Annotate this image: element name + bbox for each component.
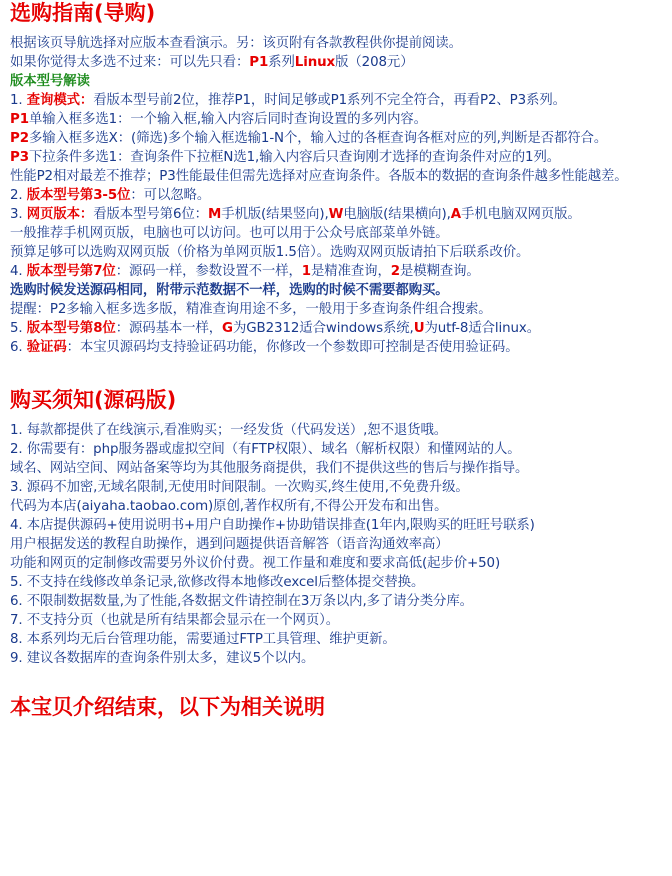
item-4-b: 是精准查询， — [311, 264, 391, 279]
intro-p1: P1 — [249, 55, 269, 70]
item-6-num: 6. — [10, 340, 23, 355]
tip-line: 提醒：P2多输入框多选多版，精准查询用途不多，一般用于多查询条件组合搜索。 — [10, 302, 492, 317]
section-title-end: 本宝贝介绍结束，以下为相关说明 — [10, 695, 325, 719]
purchase-line: 用户根据发送的教程自助操作，遇到问题提供语音解答（语音沟通效率高） — [10, 537, 449, 552]
item-4-2: 2 — [390, 264, 400, 279]
p3-text: 下拉条件多选1：查询条件下拉框N选1,输入内容后只查询刚才选择的查询条件对应的1列。 — [28, 150, 561, 165]
item-2 — [10, 186, 662, 205]
item-4-a: ：源码一样，参数设置不一样， — [115, 264, 302, 279]
item-3 — [10, 205, 662, 224]
item-3-w: W — [328, 207, 344, 222]
purchase-line: 代码为本店(aiyaha.taobao.com)原创,著作权所有,不得公开发布和出售。 — [10, 499, 448, 514]
item-1-key: 查询模式： — [26, 93, 94, 108]
item-3-b: 手机版(结果竖向), — [221, 207, 329, 222]
purchase-line: 1. 每款都提供了在线演示,看准购买；一经发货（代码发送）,恕不退货哦。 — [10, 423, 448, 438]
purchase-line: 6. 不限制数据数量,为了性能,各数据文件请控制在3万条以内,多了请分类分库。 — [10, 594, 473, 609]
item-3-aa: A — [450, 207, 462, 222]
purchase-line: 7. 不支持分页（也就是所有结果都会显示在一个网页）。 — [10, 613, 340, 628]
intro-text-a: 如果你觉得太多选不过来：可以先只看： — [10, 55, 250, 70]
item-2-num: 2. — [10, 188, 23, 203]
item-5-b: 为GB2312适合windows系统, — [232, 321, 414, 336]
p2-key: P2 — [10, 131, 29, 146]
item-3-key: 网页版本： — [26, 207, 94, 222]
item-6-key: 验证码 — [26, 340, 67, 355]
intro-text-b: 系列 — [268, 55, 295, 70]
section-title-purchase: 购买须知(源码版) — [10, 388, 177, 412]
item-1-num: 1. — [10, 93, 23, 108]
p1-text: 单输入框多选1：一个输入框,输入内容后同时查询设置的多列内容。 — [28, 112, 427, 127]
intro-line-1: 根据该页导航选择对应版本查看演示。另：该页附有各款教程供你提前阅读。 — [10, 36, 462, 51]
item-3-d: 手机电脑双网页版。 — [461, 207, 581, 222]
item-3-a: 看版本型号第6位： — [93, 207, 208, 222]
intro-linux: Linux — [294, 55, 336, 70]
intro-line-2 — [10, 53, 662, 72]
intro-text-c: 版（208元） — [335, 55, 414, 70]
warn-line: 选购时候发送源码相同，附带示范数据不一样，选购的时候不需要都购买。 — [10, 283, 449, 298]
purchase-line: 域名、网站空间、网站备案等均为其他服务商提供，我们不提供这些的售后与操作指导。 — [10, 461, 529, 476]
section-title-guide: 选购指南(导购) — [10, 1, 156, 25]
purchase-line: 4. 本店提供源码+使用说明书+用户自助操作+协助错误排查(1年内,限购买的旺旺号联系) — [10, 518, 535, 533]
item-5-a: ：源码基本一样， — [115, 321, 223, 336]
item-3-num: 3. — [10, 207, 23, 222]
p3-key: P3 — [10, 150, 29, 165]
p1-line — [10, 110, 662, 129]
item-3-m: M — [207, 207, 222, 222]
item-4-num: 4. — [10, 264, 23, 279]
item-2-key: 版本型号第3-5位 — [26, 188, 131, 203]
item-1 — [10, 91, 662, 110]
item-5-key: 版本型号第8位 — [26, 321, 116, 336]
p2-text: 多输入框多选X：(筛选)多个输入框选输1-N个，输入过的各框查询各框对应的列,判断是否都符合。 — [28, 131, 608, 146]
item-5-u: U — [413, 321, 425, 336]
item-5-g: G — [222, 321, 233, 336]
purchase-line: 8. 本系列均无后台管理功能，需要通过FTP工具管理、维护更新。 — [10, 632, 396, 647]
item-4-key: 版本型号第7位 — [26, 264, 116, 279]
purchase-list — [10, 421, 662, 668]
purchase-line: 功能和网页的定制修改需要另外议价付费。视工作量和难度和要求高低(起步价+50) — [10, 556, 501, 571]
purchase-line: 5. 不支持在线修改单条记录,欲修改得本地修改excel后整体提交替换。 — [10, 575, 425, 590]
p1-key: P1 — [10, 112, 29, 127]
item-1-text: 看版本型号前2位，推荐P1，时间足够或P1系列不完全符合，再看P2、P3系列。 — [93, 93, 566, 108]
item-5-num: 5. — [10, 321, 23, 336]
item-3-c: 电脑版(结果横向), — [343, 207, 451, 222]
purchase-line: 9. 建议各数据库的查询条件别太多，建议5个以内。 — [10, 651, 315, 666]
item-4-1: 1 — [301, 264, 312, 279]
item-4 — [10, 262, 662, 281]
item-4-c: 是模糊查询。 — [399, 264, 480, 279]
rec-line-1: 一般推荐手机网页版，电脑也可以访问。也可以用于公众号底部菜单外链。 — [10, 226, 449, 241]
item-2-text: ：可以忽略。 — [130, 188, 211, 203]
p3-line — [10, 148, 662, 167]
item-6-text: ：本宝贝源码均支持验证码功能，你修改一个参数即可控制是否使用验证码。 — [66, 340, 519, 355]
purchase-line: 3. 源码不加密,无域名限制,无使用时间限制。一次购买,终生使用,不免费升级。 — [10, 480, 469, 495]
item-6 — [10, 338, 662, 357]
item-5-c: 为utf-8适合linux。 — [424, 321, 541, 336]
rec-line-2: 预算足够可以选购双网页版（价格为单网页版1.5倍）。选购双网页版请拍下后联系改价。 — [10, 245, 530, 260]
p2-line — [10, 129, 662, 148]
purchase-line: 2. 你需要有：php服务器或虚拟空间（有FTP权限）、域名（解析权限）和懂网站的人。 — [10, 442, 521, 457]
perf-line: 性能P2相对最差不推荐；P3性能最佳但需先选择对应查询条件。各版本的数据的查询条件越多性能越差。 — [10, 169, 628, 184]
item-5 — [10, 319, 662, 338]
subtitle-version: 版本型号解读 — [10, 74, 90, 89]
